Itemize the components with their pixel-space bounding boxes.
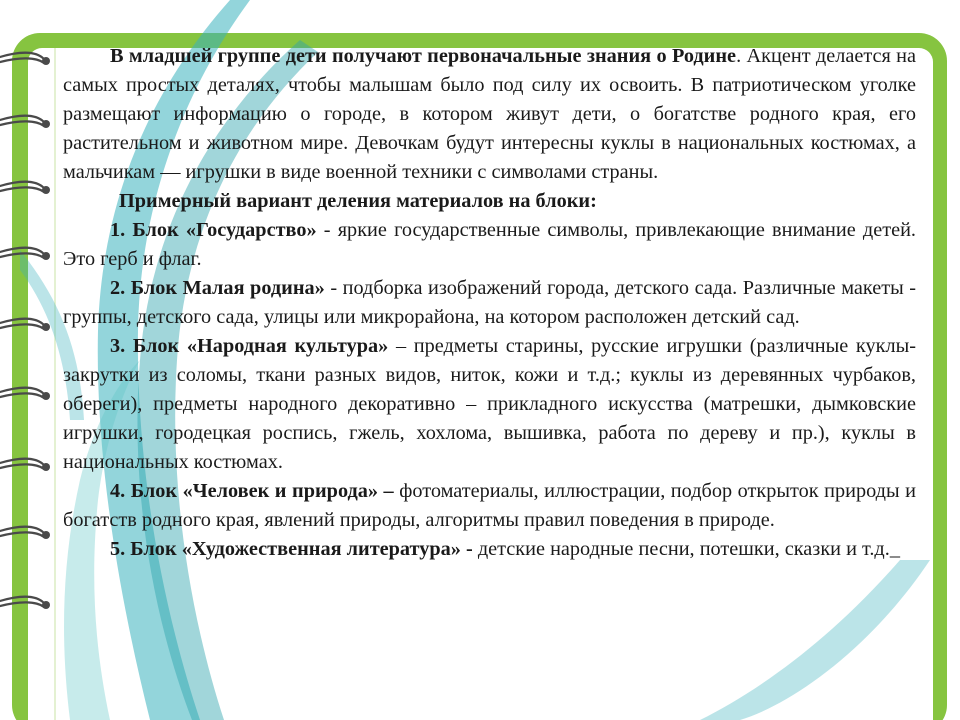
blocks-heading: Примерный вариант деления материалов на блоки: <box>119 190 597 212</box>
block-3-title: 3. Блок «Народная культура» <box>110 335 389 357</box>
block-5-paragraph <box>63 535 916 564</box>
block-1-title: 1. Блок «Государство» <box>110 219 317 241</box>
block-2-text: - подборка изображений города, детского сада. Различные макеты - группы, детского сада, улицы или микрорайона, на котором расположен детский сад. <box>63 277 917 328</box>
slide-text <box>63 42 916 564</box>
block-4-text: фотоматериалы, иллюстрации, подбор открыток природы и богатств родного края, явлений природы, алгоритмы правил поведения в природе. <box>63 480 916 531</box>
block-3-text: – предметы старины, русские игрушки (различные куклы-закрутки из соломы, ткани разных видов, ниток, кожи и т.д.; куклы из деревянных чурбаков, обереги), предметы народного декоративно – прикладного искусства (матрешки, дымковские игрушки, городецкая роспись, гжель, хохлома, вышивка, работа по дереву и пр.), куклы в национальных костюмах. <box>63 335 916 473</box>
intro-text: . Акцент делается на самых простых деталях, чтобы малышам было под силу их освоить. В патриотическом уголке размещают информацию о городе, в котором живут дети, о богатстве родного края, его растительном и животном мире. Девочкам будут интересны куклы в национальных костюмах, а мальчикам — игрушки в виде военной техники с символами страны. <box>63 45 916 183</box>
block-5-text: детские народные песни, потешки, сказки и т.д._ <box>472 538 900 560</box>
block-4-paragraph <box>63 477 916 535</box>
block-3-paragraph <box>63 332 916 477</box>
block-1-paragraph <box>63 216 916 274</box>
intro-bold: В младшей группе дети получают первоначальные знания о Родине <box>110 45 737 67</box>
block-2-title: 2. Блок Малая родина» <box>110 277 325 299</box>
intro-paragraph <box>63 42 916 187</box>
block-5-title: 5. Блок «Художественная литература» - <box>110 538 473 560</box>
block-1-text: - яркие государственные символы, привлекающие внимание детей. Это герб и флаг. <box>63 219 917 270</box>
block-4-title: 4. Блок «Человек и природа» – <box>110 480 394 502</box>
block-2-paragraph <box>63 274 916 332</box>
